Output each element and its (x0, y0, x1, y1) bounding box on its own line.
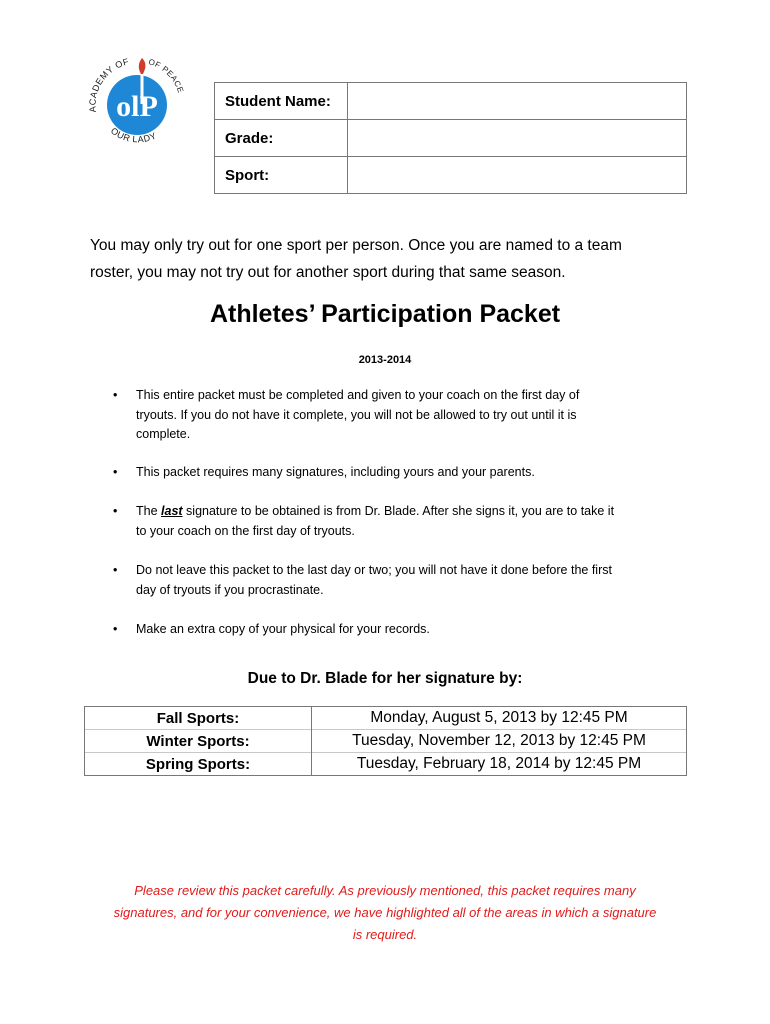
bullet-marker: • (113, 464, 118, 479)
due-heading: Due to Dr. Blade for her signature by: (247, 670, 523, 687)
emphasized-last: last (161, 504, 183, 518)
due-date: Monday, August 5, 2013 by 12:45 PM (312, 707, 687, 730)
student-name-field[interactable] (348, 83, 687, 120)
due-date: Tuesday, November 12, 2013 by 12:45 PM (312, 730, 687, 753)
logo-flame (139, 58, 146, 76)
sport-field[interactable] (348, 157, 687, 194)
intro-line-2: roster, you may not try out for another sport during that same season. (90, 264, 566, 281)
sport-label: Sport: (215, 157, 348, 194)
list-item: • The last signature to be obtained is from Dr. Blade. After she signs it, you are to take it to your coach on the first day of tryouts. (113, 504, 615, 538)
due-date: Tuesday, February 18, 2014 by 12:45 PM (312, 753, 687, 776)
logo-ring-text-right: OF PEACE (147, 57, 186, 95)
logo-monogram: olP (116, 90, 158, 123)
season-label: Spring Sports: (85, 753, 312, 776)
signature-note: Please review this packet carefully. As previously mentioned, this packet requires many signatures, and for your convenience, we have highlighted all of the areas in which a signature is required. (113, 883, 657, 942)
list-item: • Make an extra copy of your physical for your records. (110, 620, 685, 640)
list-item: • This packet requires many signatures, including yours and your parents. (110, 463, 685, 483)
table-row (85, 753, 687, 776)
instructions-list (110, 386, 685, 640)
student-info-table (214, 82, 687, 194)
intro-paragraph (90, 232, 690, 286)
list-item: • Do not leave this packet to the last day or two; you will not have it done before the first day of tryouts if you procrastinate. (113, 563, 612, 597)
student-name-label: Student Name: (215, 83, 348, 120)
school-logo (82, 50, 192, 150)
bullet-marker: • (113, 388, 118, 402)
sport-row (215, 157, 687, 194)
student-name-row (215, 83, 687, 120)
grade-row (215, 120, 687, 157)
grade-label: Grade: (215, 120, 348, 157)
season-label: Winter Sports: (85, 730, 312, 753)
grade-field[interactable] (348, 120, 687, 157)
logo-ring-text-bottom: OUR LADY (108, 125, 159, 145)
logo-ring-text-top: ACADEMY OF (87, 56, 131, 113)
intro-line-1: You may only try out for one sport per person. Once you are named to a team (90, 237, 622, 254)
page-title: Athletes’ Participation Packet (209, 300, 561, 328)
table-row (85, 730, 687, 753)
season-label: Fall Sports: (85, 707, 312, 730)
list-item: • This entire packet must be completed and given to your coach on the first day of tryouts. If you do not have it complete, you will not be allowed to try out until it is complete. (113, 388, 580, 441)
school-year: 2013-2014 (358, 354, 412, 366)
bullet-marker: • (113, 563, 118, 577)
due-dates-table (84, 706, 687, 776)
bullet-marker: • (113, 622, 118, 636)
table-row (85, 707, 687, 730)
bullet-marker: • (113, 504, 118, 518)
